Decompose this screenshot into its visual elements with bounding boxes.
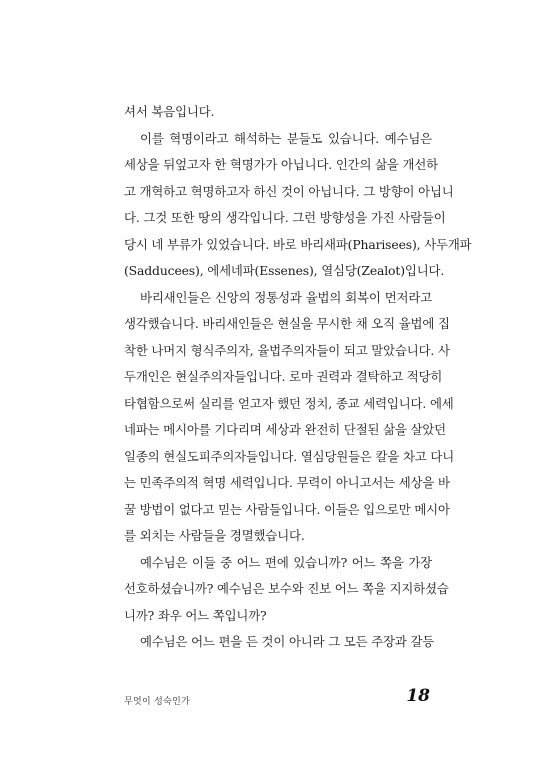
text-line: 꿀 방법이 없다고 믿는 사람들입니다. 이들은 입으로만 메시아: [124, 501, 450, 517]
text-line: 세상을 뒤엎고자 한 혁명가가 아닙니다. 인간의 삶을 개선하: [124, 157, 438, 172]
running-footer-title: 무엇이 성숙인가: [124, 697, 191, 707]
text-line: 다. 그것 또한 땅의 생각입니다. 그런 방향성을 가진 사람들이: [124, 210, 446, 225]
text-line: 착한 나머지 형식주의자, 율법주의자들이 되고 말았습니다. 사: [124, 342, 450, 358]
text-line: 이를 혁명이라고 해석하는 분들도 있습니다. 예수님은: [140, 130, 432, 146]
body-text: [124, 99, 472, 656]
text-line: 두개인은 현실주의자들입니다. 로마 권력과 결탁하고 적당히: [124, 369, 443, 384]
text-line: 바리새인들은 신앙의 정통성과 율법의 회복이 먼저라고: [140, 289, 432, 305]
text-line: 예수님은 어느 편을 든 것이 아니라 그 모든 주장과 갈등: [140, 634, 435, 649]
text-line: 예수님은 이들 중 어느 편에 있습니까? 어느 쪽을 가장: [140, 554, 432, 570]
text-line: 타협함으로써 실리를 얻고자 했던 정치, 종교 세력입니다. 에세: [124, 395, 454, 411]
text-line: 일종의 현실도피주의자들입니다. 열심당원들은 칼을 차고 다니: [124, 448, 455, 464]
page-number: 18: [406, 686, 430, 706]
text-line: 셔서 복음입니다.: [124, 104, 215, 119]
text-line: (Sadducees), 에세네파(Essenes), 열심당(Zealot)입니다.: [124, 263, 445, 278]
text-line: 선호하셨습니까? 예수님은 보수와 진보 어느 쪽을 지지하셨습: [124, 581, 449, 596]
text-line: 니까? 좌우 어느 쪽입니까?: [124, 607, 267, 623]
text-line: 생각했습니다. 바리새인들은 현실을 무시한 채 오직 율법에 집: [124, 316, 450, 331]
text-line: 를 외치는 사람들을 경멸했습니다.: [124, 528, 305, 543]
text-line: 고 개혁하고 혁명하고자 하신 것이 아닙니다. 그 방향이 아닙니: [124, 183, 454, 199]
text-line: 당시 네 부류가 있었습니다. 바로 바리새파(Pharisees), 사두개파: [124, 236, 472, 252]
text-line: 네파는 메시아를 기다리며 세상과 완전히 단절된 삶을 살았던: [124, 422, 447, 437]
text-line: 는 민족주의적 혁명 세력입니다. 무력이 아니고서는 세상을 바: [124, 475, 450, 490]
